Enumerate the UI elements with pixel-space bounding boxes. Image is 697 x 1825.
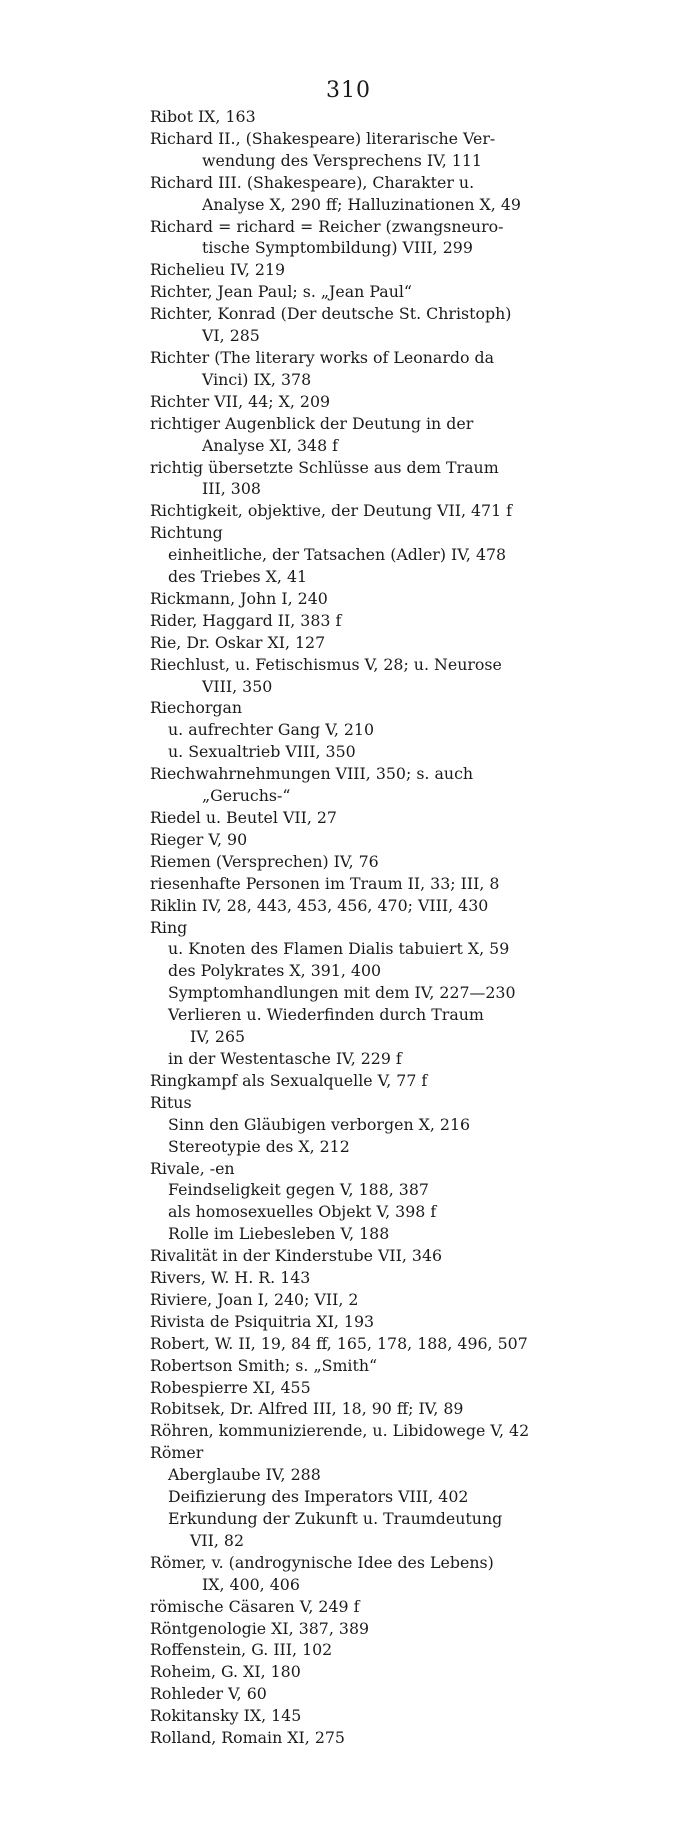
index-entry: Riechorgan (150, 698, 243, 718)
index-entry-continuation: Stereotypie des X, 212 (168, 1136, 350, 1156)
index-entry-continuation: VIII, 350 (202, 676, 273, 696)
index-entry: Römer, v. (androgynische Idee des Lebens) (150, 1552, 494, 1572)
index-entry-continuation: u. Knoten des Flamen Dialis tabuiert X, 59 (168, 939, 510, 959)
index-entry-continuation: III, 308 (202, 479, 261, 499)
index-entry: Robitsek, Dr. Alfred III, 18, 90 ff; IV, 89 (150, 1399, 464, 1419)
index-entry: Richter, Jean Paul; s. „Jean Paul“ (150, 282, 412, 302)
index-entry: Robert, W. II, 19, 84 ff, 165, 178, 188, 496, 507 (150, 1333, 528, 1353)
index-entry: Richter (The literary works of Leonardo da (150, 347, 495, 367)
index-entry-continuation: u. aufrechter Gang V, 210 (168, 720, 375, 740)
index-entry: Robertson Smith; s. „Smith“ (150, 1355, 378, 1375)
index-entry: Ring (150, 917, 188, 937)
index-entries (150, 106, 570, 1749)
index-entry-continuation: einheitliche, der Tatsachen (Adler) IV, 478 (168, 545, 507, 565)
index-entry: richtig übersetzte Schlüsse aus dem Traum (150, 457, 499, 477)
page-number: 310 (326, 78, 371, 103)
index-entry-continuation: Sinn den Gläubigen verborgen X, 216 (168, 1114, 471, 1134)
index-entry-continuation: als homosexuelles Objekt V, 398 f (168, 1202, 437, 1222)
index-entry: Römer (150, 1443, 204, 1463)
index-entry: Roheim, G. XI, 180 (150, 1662, 301, 1682)
index-entry-continuation: u. Sexualtrieb VIII, 350 (168, 742, 356, 762)
index-entry: richtiger Augenblick der Deutung in der (150, 413, 474, 433)
index-entry: Richtigkeit, objektive, der Deutung VII, 471 f (150, 501, 513, 521)
index-entry-continuation: VII, 82 (190, 1530, 245, 1550)
index-entry-continuation: des Triebes X, 41 (168, 567, 308, 587)
index-entry: Rolland, Romain XI, 275 (150, 1728, 345, 1748)
index-entry: Rivers, W. H. R. 143 (150, 1268, 311, 1288)
index-entry: Rivale, -en (150, 1158, 235, 1178)
index-entry: römische Cäsaren V, 249 f (150, 1596, 360, 1616)
index-entry: Röhren, kommunizierende, u. Libidowege V, 42 (150, 1421, 530, 1441)
index-entry: Riechwahrnehmungen VIII, 350; s. auch (150, 764, 474, 784)
index-entry: Rokitansky IX, 145 (150, 1706, 302, 1726)
index-entry: Riviere, Joan I, 240; VII, 2 (150, 1289, 359, 1309)
index-entry: Richard II., (Shakespeare) literarische Ver- (150, 128, 496, 148)
index-entry-continuation: „Geruchs-“ (202, 786, 291, 806)
index-entry: Richard = richard = Reicher (zwangsneuro- (150, 216, 504, 236)
index-entry: Rivalität in der Kinderstube VII, 346 (150, 1246, 443, 1266)
index-entry-continuation: tische Symptombildung) VIII, 299 (202, 238, 473, 258)
index-entry: riesenhafte Personen im Traum II, 33; III, 8 (150, 873, 500, 893)
index-entry: Ringkampf als Sexualquelle V, 77 f (150, 1070, 428, 1090)
index-entry: Rieger V, 90 (150, 829, 248, 849)
index-entry: Robespierre XI, 455 (150, 1377, 311, 1397)
index-entry-continuation: IX, 400, 406 (202, 1574, 300, 1594)
index-entry: Riedel u. Beutel VII, 27 (150, 808, 337, 827)
index-entry-continuation: Symptomhandlungen mit dem IV, 227—230 (168, 983, 516, 1003)
index-entry-continuation: Aberglaube IV, 288 (168, 1465, 321, 1485)
index-entry-continuation: Analyse X, 290 ff; Halluzinationen X, 49 (202, 194, 521, 214)
index-entry-continuation: Rolle im Liebesleben V, 188 (168, 1224, 390, 1244)
index-entry: Rider, Haggard II, 383 f (150, 610, 342, 630)
index-entry-continuation: in der Westentasche IV, 229 f (168, 1048, 402, 1068)
index-entry: Ribot IX, 163 (150, 107, 256, 126)
index-entry: Richter, Konrad (Der deutsche St. Christoph) (150, 304, 512, 324)
index-entry: Riklin IV, 28, 443, 453, 456, 470; VIII, 430 (150, 895, 489, 915)
index-entry-continuation: Analyse XI, 348 f (202, 435, 339, 455)
index-entry: Rohleder V, 60 (150, 1684, 267, 1704)
index-entry: Riemen (Versprechen) IV, 76 (150, 851, 379, 871)
index-entry-continuation: Verlieren u. Wiederfinden durch Traum (168, 1005, 484, 1025)
index-entry: Rie, Dr. Oskar XI, 127 (150, 632, 326, 652)
index-entry: Röntgenologie XI, 387, 389 (150, 1618, 370, 1638)
index-entry: Roffenstein, G. III, 102 (150, 1640, 333, 1660)
index-entry-continuation: Feindseligkeit gegen V, 188, 387 (168, 1180, 429, 1200)
index-entry-continuation: Vinci) IX, 378 (202, 369, 312, 389)
index-entry-continuation: Erkundung der Zukunft u. Traumdeutung (168, 1509, 503, 1528)
index-entry: Richard III. (Shakespeare), Charakter u. (150, 172, 475, 192)
index-entry-continuation: des Polykrates X, 391, 400 (168, 961, 382, 981)
index-entry: Rivista de Psiquitria XI, 193 (150, 1311, 375, 1331)
index-entry-continuation: VI, 285 (202, 326, 260, 346)
index-entry: Richtung (150, 523, 223, 543)
index-entry-continuation: Deifizierung des Imperators VIII, 402 (168, 1487, 469, 1507)
index-entry: Richelieu IV, 219 (150, 260, 286, 280)
index-entry: Rickmann, John I, 240 (150, 588, 328, 608)
index-entry: Riechlust, u. Fetischismus V, 28; u. Neurose (150, 654, 502, 674)
index-entry-continuation: IV, 265 (190, 1027, 246, 1047)
index-entry: Ritus (150, 1092, 192, 1112)
index-entry-continuation: wendung des Versprechens IV, 111 (202, 150, 482, 170)
index-entry: Richter VII, 44; X, 209 (150, 391, 331, 411)
